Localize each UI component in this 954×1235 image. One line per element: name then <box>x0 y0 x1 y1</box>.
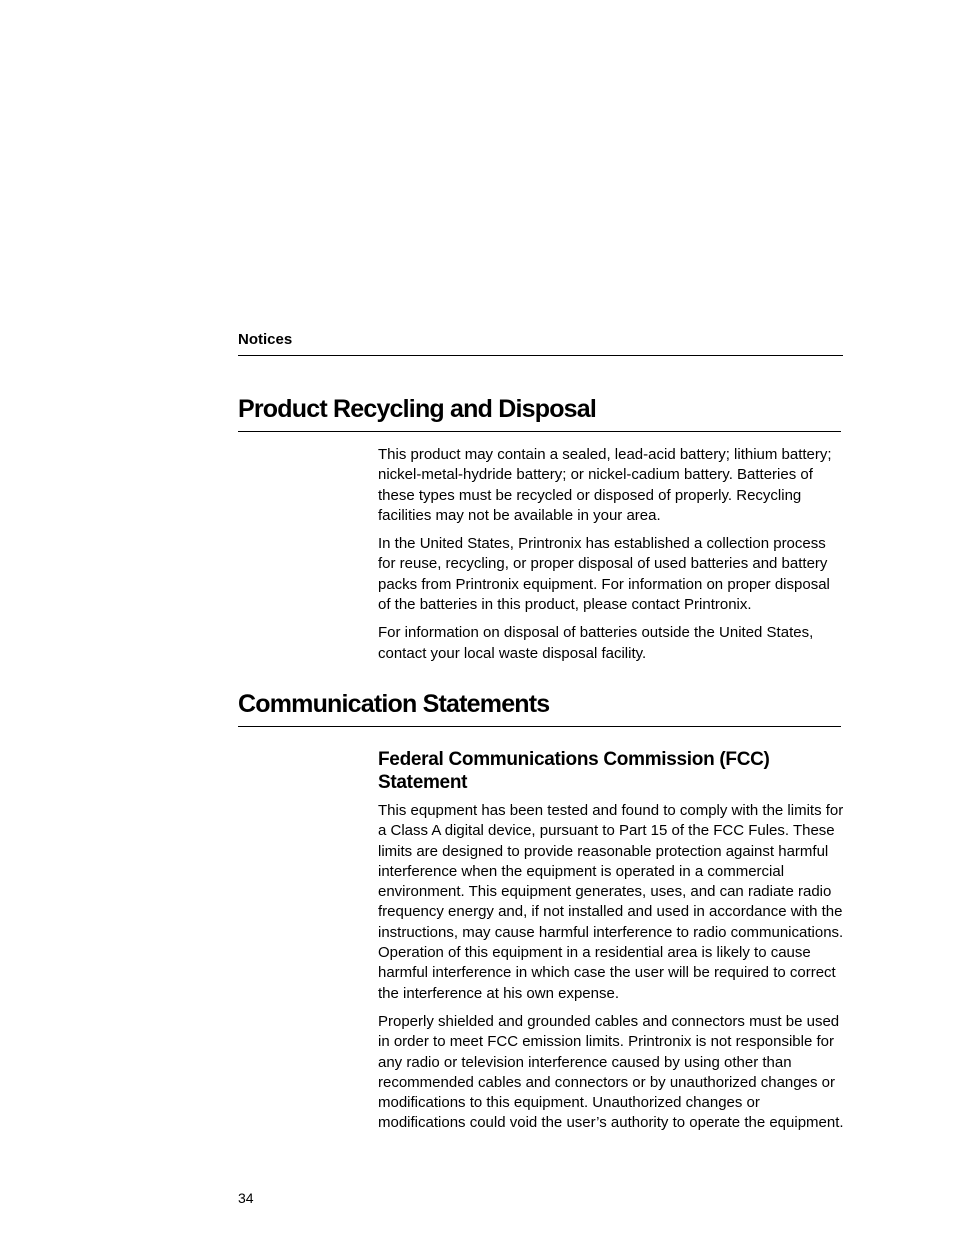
page-number: 34 <box>238 1190 254 1206</box>
paragraph: Properly shielded and grounded cables and connectors must be used in order to meet FCC emission limits. Printronix is not responsible for any radio or television interference caused by using other than recommended cables and connectors or by unauthorized changes or modifications to this equipment. Unauthorized changes or modifications could void the user’s authority to operate the equipment. <box>378 1012 844 1132</box>
paragraph: This equpment has been tested and found to comply with the limits for a Class A digital device, pursuant to Part 15 of the FCC Fules. These limits are designed to provide reasonable protection against harmful interference when the equipment is operated in a commercial environment. This equipment generates, uses, and can radiate radio frequency energy and, if not installed and used in accordance with the instructions, may cause harmful interference to radio communications. Operation of this equipment in a residential area is likely to cause harmful interference in which case the user will be required to correct the interference at his own expense. <box>378 802 844 1002</box>
running-header: Notices <box>238 331 843 356</box>
section-title-product-recycling: Product Recycling and Disposal <box>238 394 841 432</box>
paragraph: For information on disposal of batteries outside the United States, contact your local waste disposal facility. <box>378 624 814 662</box>
paragraph: This product may contain a sealed, lead-acid battery; lithium battery; nickel-metal-hydride battery; or nickel-cadium battery. Batteries of these types must be recycled or disposed of properly. Recycling facilities may not be available in your area. <box>378 446 832 524</box>
section-body-product-recycling <box>378 445 844 672</box>
subheading-fcc-statement: Federal Communications Commission (FCC) Statement <box>378 749 770 793</box>
section-title-communication-statements: Communication Statements <box>238 689 841 727</box>
paragraph: In the United States, Printronix has established a collection process for reuse, recycling, or proper disposal of used batteries and battery packs from Printronix equipment. For information on proper disposal of the batteries in this product, please contact Printronix. <box>378 535 830 614</box>
section-body-communication-statements <box>378 748 844 1142</box>
